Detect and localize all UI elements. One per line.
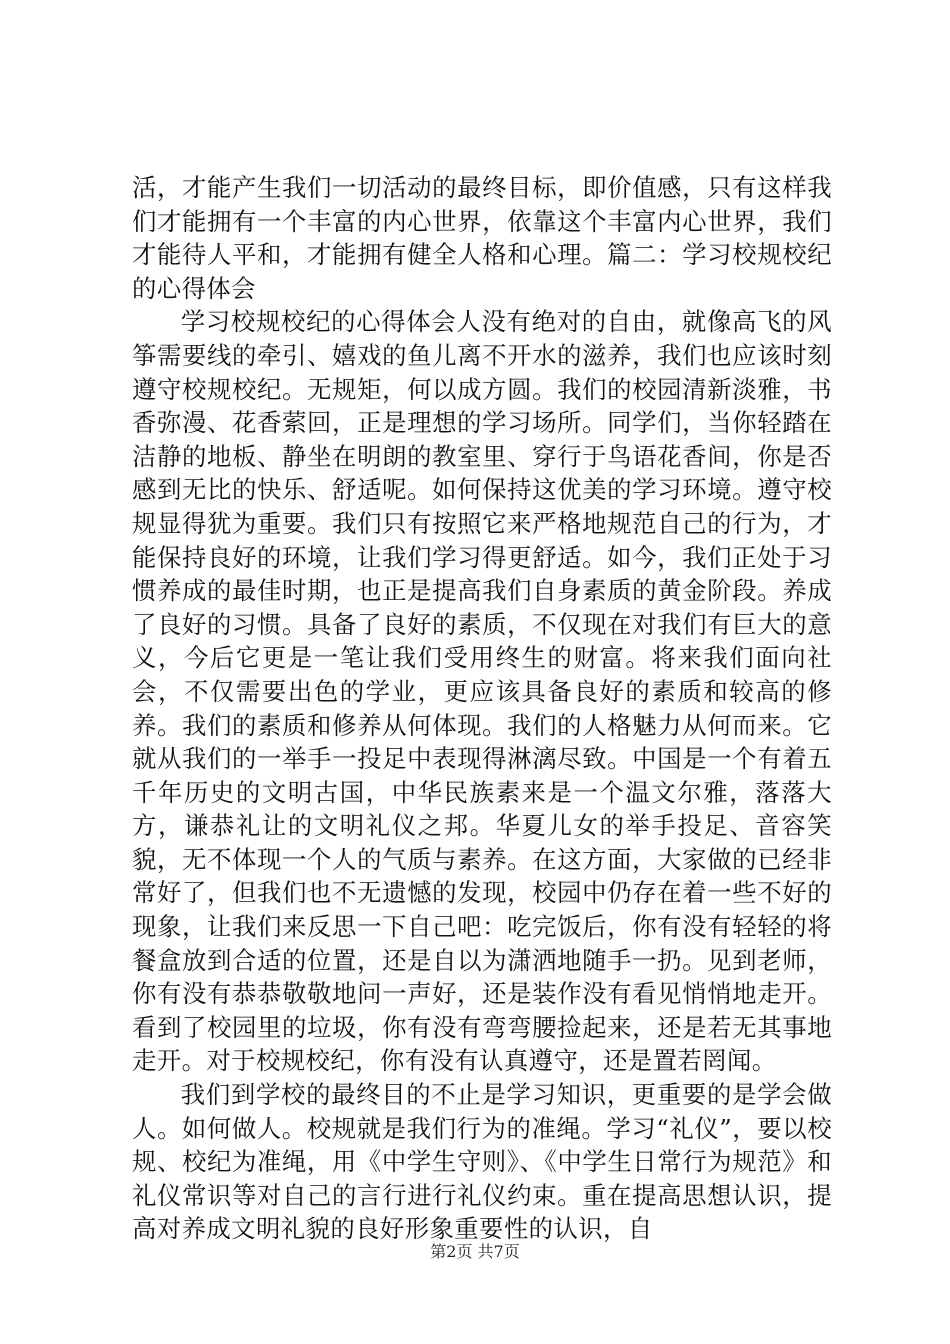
document-body (132, 171, 832, 1246)
page-number-footer: 第2页 共7页 (430, 1242, 520, 1261)
paragraph-continuation: 活，才能产生我们一切活动的最终目标，即价值感，只有这样我们才能拥有一个丰富的内心世界，依靠这个丰富内心世界，我们才能待人平和，才能拥有健全人格和心理。篇二：学习校规校纪的心得体会 (132, 173, 832, 303)
paragraph-learning-purpose: 我们到学校的最终目的不止是学习知识，更重要的是学会做人。如何做人。校规就是我们行为的准绳。学习“礼仪”，要以校规、校纪为准绳，用《中学生守则》、《中学生日常行为规范》和礼仪常识等对自己的言行进行礼仪约束。重在提高思想认识，提高对养成文明礼貌的良好形象重要性的认识，自 (132, 1080, 832, 1244)
paragraph-school-rules: 学习校规校纪的心得体会人没有绝对的自由，就像高飞的风筝需要线的牵引、嬉戏的鱼儿离不开水的滋养，我们也应该时刻遵守校规校纪。无规矩，何以成方圆。我们的校园清新淡雅，书香弥漫、花香萦回，正是理想的学习场所。同学们，当你轻踏在洁静的地板、静坐在明朗的教室里、穿行于鸟语花香间，你是否感到无比的快乐、舒适呢。如何保持这优美的学习环境。遵守校规显得犹为重要。我们只有按照它来严格地规范自己的行为，才能保持良好的环境，让我们学习得更舒适。如今，我们正处于习惯养成的最佳时期，也正是提高我们自身素质的黄金阶段。养成了良好的习惯。具备了良好的素质，不仅现在对我们有巨大的意义，今后它更是一笔让我们受用终生的财富。将来我们面向社会，不仅需要出色的学业，更应该具备良好的素质和较高的修养。我们的素质和修养从何体现。我们的人格魅力从何而来。它就从我们的一举手一投足中表现得淋漓尽致。中国是一个有着五千年历史的文明古国，中华民族素来是一个温文尔雅，落落大方，谦恭礼让的文明礼仪之邦。华夏儿女的举手投足、音容笑貌，无不体现一个人的气质与素养。在这方面，大家做的已经非常好了，但我们也不无遗憾的发现，校园中仍存在着一些不好的现象，让我们来反思一下自己吧：吃完饭后，你有没有轻轻的将餐盒放到合适的位置，还是自以为潇洒地随手一扔。见到老师，你有没有恭恭敬敬地问一声好，还是装作没有看见悄悄地走开。看到了校园里的垃圾，你有没有弯弯腰捡起来，还是若无其事地走开。对于校规校纪，你有没有认真遵守，还是置若罔闻。 (132, 307, 832, 1076)
